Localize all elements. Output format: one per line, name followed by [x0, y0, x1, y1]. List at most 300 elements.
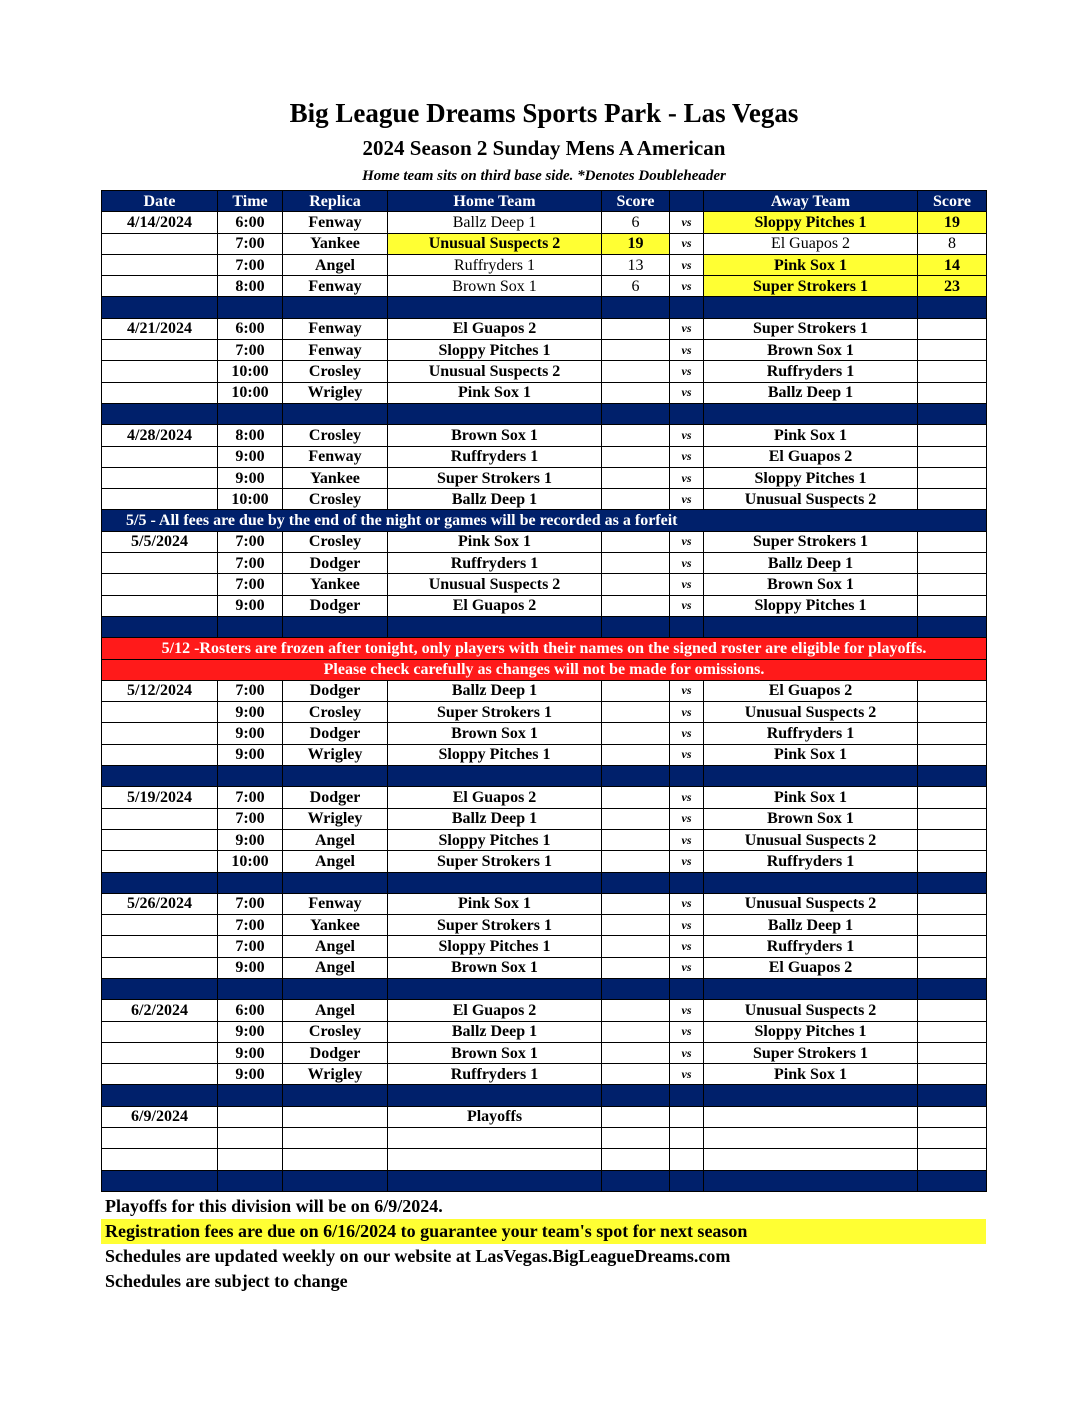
game-row	[102, 446, 987, 467]
game-row	[102, 1021, 987, 1042]
game-row	[102, 233, 987, 254]
away-team	[704, 1128, 918, 1149]
game-date	[102, 702, 218, 723]
field-replica	[283, 1128, 388, 1149]
versus-label: vs	[670, 808, 704, 829]
separator-cell	[388, 766, 602, 787]
game-date: 4/28/2024	[102, 425, 218, 446]
versus-label: vs	[670, 723, 704, 744]
game-time: 7:00	[218, 574, 283, 595]
away-team: Brown Sox 1	[704, 340, 918, 361]
field-replica: Dodger	[283, 553, 388, 574]
versus-label: vs	[670, 893, 704, 914]
game-time: 9:00	[218, 744, 283, 765]
game-row	[102, 212, 987, 233]
separator-cell	[670, 297, 704, 318]
field-replica: Yankee	[283, 915, 388, 936]
separator-cell	[388, 616, 602, 637]
separator-cell	[918, 297, 987, 318]
versus-label: vs	[670, 553, 704, 574]
week-separator-row	[102, 978, 987, 999]
separator-cell	[918, 403, 987, 424]
game-date	[102, 1128, 218, 1149]
week-separator-row	[102, 872, 987, 893]
game-time: 9:00	[218, 446, 283, 467]
game-row	[102, 723, 987, 744]
versus-label: vs	[670, 574, 704, 595]
home-team: Brown Sox 1	[388, 1042, 602, 1063]
home-team: Sloppy Pitches 1	[388, 340, 602, 361]
versus-label: vs	[670, 702, 704, 723]
home-team: Ballz Deep 1	[388, 489, 602, 510]
game-time: 7:00	[218, 531, 283, 552]
separator-cell	[218, 872, 283, 893]
game-time: 9:00	[218, 1021, 283, 1042]
game-date	[102, 915, 218, 936]
away-team: Unusual Suspects 2	[704, 489, 918, 510]
separator-cell	[918, 1170, 987, 1191]
home-team: Unusual Suspects 2	[388, 233, 602, 254]
game-time: 6:00	[218, 1000, 283, 1021]
game-time: 7:00	[218, 936, 283, 957]
game-time: 10:00	[218, 382, 283, 403]
home-score	[602, 595, 670, 616]
home-score	[602, 680, 670, 701]
field-replica: Fenway	[283, 318, 388, 339]
home-team: Brown Sox 1	[388, 723, 602, 744]
away-team: Ruffryders 1	[704, 851, 918, 872]
home-team: Ruffryders 1	[388, 254, 602, 275]
away-score	[918, 489, 987, 510]
game-row	[102, 957, 987, 978]
home-score	[602, 829, 670, 850]
field-replica: Wrigley	[283, 382, 388, 403]
away-team: Pink Sox 1	[704, 1064, 918, 1085]
game-row	[102, 425, 987, 446]
versus-label	[670, 1149, 704, 1170]
home-team: El Guapos 2	[388, 787, 602, 808]
game-date	[102, 1042, 218, 1063]
away-score	[918, 723, 987, 744]
separator-cell	[102, 1170, 218, 1191]
separator-cell	[102, 403, 218, 424]
versus-label	[670, 1128, 704, 1149]
game-date: 4/21/2024	[102, 318, 218, 339]
page-subtitle: 2024 Season 2 Sunday Mens A American	[362, 136, 726, 160]
game-date: 5/12/2024	[102, 680, 218, 701]
separator-cell	[602, 616, 670, 637]
away-score	[918, 382, 987, 403]
away-score	[918, 1064, 987, 1085]
versus-label: vs	[670, 829, 704, 850]
away-team: Unusual Suspects 2	[704, 1000, 918, 1021]
field-replica: Fenway	[283, 893, 388, 914]
away-team: El Guapos 2	[704, 957, 918, 978]
footer-line: Playoffs for this division will be on 6/9/2024.	[105, 1196, 443, 1216]
away-score	[918, 553, 987, 574]
game-time: 8:00	[218, 425, 283, 446]
separator-cell	[218, 616, 283, 637]
separator-cell	[388, 297, 602, 318]
separator-cell	[704, 766, 918, 787]
separator-cell	[670, 616, 704, 637]
field-replica: Angel	[283, 936, 388, 957]
away-team: Unusual Suspects 2	[704, 829, 918, 850]
game-date	[102, 595, 218, 616]
home-score	[602, 744, 670, 765]
separator-cell	[388, 1170, 602, 1191]
field-replica: Crosley	[283, 702, 388, 723]
separator-cell	[218, 1085, 283, 1106]
game-date	[102, 808, 218, 829]
home-team: Sloppy Pitches 1	[388, 936, 602, 957]
separator-cell	[218, 978, 283, 999]
game-row	[102, 531, 987, 552]
game-time: 7:00	[218, 787, 283, 808]
field-replica: Wrigley	[283, 1064, 388, 1085]
week-separator-row	[102, 403, 987, 424]
footer-line: Schedules are updated weekly on our website at LasVegas.BigLeagueDreams.com	[105, 1246, 731, 1266]
away-score	[918, 915, 987, 936]
home-team: Ballz Deep 1	[388, 1021, 602, 1042]
home-team: Unusual Suspects 2	[388, 574, 602, 595]
field-replica	[283, 1149, 388, 1170]
week-separator-row	[102, 616, 987, 637]
home-score	[602, 1000, 670, 1021]
field-replica: Crosley	[283, 361, 388, 382]
game-time: 9:00	[218, 829, 283, 850]
versus-label: vs	[670, 680, 704, 701]
away-team: Sloppy Pitches 1	[704, 212, 918, 233]
field-replica: Wrigley	[283, 744, 388, 765]
field-replica: Dodger	[283, 723, 388, 744]
away-score	[918, 361, 987, 382]
game-row	[102, 893, 987, 914]
away-team: Ballz Deep 1	[704, 382, 918, 403]
home-score	[602, 1128, 670, 1149]
game-date	[102, 233, 218, 254]
game-row	[102, 1149, 987, 1170]
game-time: 7:00	[218, 915, 283, 936]
game-time: 9:00	[218, 702, 283, 723]
game-row	[102, 467, 987, 488]
home-team: Sloppy Pitches 1	[388, 744, 602, 765]
versus-label: vs	[670, 744, 704, 765]
away-score: 8	[918, 233, 987, 254]
field-replica: Wrigley	[283, 808, 388, 829]
away-team: Ballz Deep 1	[704, 553, 918, 574]
home-score	[602, 318, 670, 339]
game-date	[102, 1149, 218, 1170]
separator-cell	[670, 766, 704, 787]
game-date	[102, 382, 218, 403]
separator-cell	[283, 297, 388, 318]
week-separator-row	[102, 297, 987, 318]
game-date	[102, 574, 218, 595]
separator-cell	[283, 978, 388, 999]
notice-row	[102, 510, 987, 531]
field-replica: Yankee	[283, 467, 388, 488]
away-team: Ruffryders 1	[704, 936, 918, 957]
away-score	[918, 851, 987, 872]
game-time: 9:00	[218, 723, 283, 744]
home-score	[602, 382, 670, 403]
away-team: Brown Sox 1	[704, 574, 918, 595]
header-vs	[670, 191, 704, 212]
separator-cell	[704, 616, 918, 637]
home-score	[602, 1149, 670, 1170]
versus-label: vs	[670, 787, 704, 808]
week-separator-row	[102, 1170, 987, 1191]
field-replica: Crosley	[283, 1021, 388, 1042]
game-date: 5/26/2024	[102, 893, 218, 914]
footer-line: Schedules are subject to change	[105, 1271, 348, 1291]
separator-cell	[670, 403, 704, 424]
game-date: 4/14/2024	[102, 212, 218, 233]
game-time: 7:00	[218, 340, 283, 361]
away-score	[918, 446, 987, 467]
separator-cell	[102, 872, 218, 893]
separator-cell	[283, 1170, 388, 1191]
away-team: Pink Sox 1	[704, 744, 918, 765]
week-separator-row	[102, 1085, 987, 1106]
home-team: Ballz Deep 1	[388, 808, 602, 829]
away-score	[918, 829, 987, 850]
home-score	[602, 531, 670, 552]
away-score: 19	[918, 212, 987, 233]
separator-cell	[602, 978, 670, 999]
home-score	[602, 1021, 670, 1042]
field-replica: Crosley	[283, 531, 388, 552]
game-time	[218, 1106, 283, 1127]
home-score	[602, 574, 670, 595]
home-score: 19	[602, 233, 670, 254]
field-replica: Angel	[283, 829, 388, 850]
game-row	[102, 1064, 987, 1085]
warning-text: 5/12 -Rosters are frozen after tonight, only players with their names on the signed roster are eligible for playoffs.	[102, 638, 987, 659]
versus-label: vs	[670, 957, 704, 978]
away-team: El Guapos 2	[704, 233, 918, 254]
game-time: 10:00	[218, 489, 283, 510]
away-score	[918, 957, 987, 978]
game-row	[102, 595, 987, 616]
versus-label: vs	[670, 595, 704, 616]
schedule-note: Home team sits on third base side. *Denotes Doubleheader	[362, 168, 726, 184]
separator-cell	[218, 297, 283, 318]
game-date: 6/2/2024	[102, 1000, 218, 1021]
separator-cell	[918, 978, 987, 999]
away-score	[918, 1042, 987, 1063]
home-score	[602, 723, 670, 744]
away-team: El Guapos 2	[704, 680, 918, 701]
away-team: Super Strokers 1	[704, 1042, 918, 1063]
home-score	[602, 467, 670, 488]
warning-text: Please check carefully as changes will not be made for omissions.	[102, 659, 987, 680]
home-team: Pink Sox 1	[388, 893, 602, 914]
home-team	[388, 1128, 602, 1149]
separator-cell	[102, 766, 218, 787]
home-score: 13	[602, 254, 670, 275]
home-score	[602, 851, 670, 872]
versus-label: vs	[670, 936, 704, 957]
game-time: 7:00	[218, 680, 283, 701]
schedule-table	[101, 190, 987, 1192]
away-score	[918, 1000, 987, 1021]
field-replica: Crosley	[283, 489, 388, 510]
separator-cell	[388, 403, 602, 424]
versus-label: vs	[670, 233, 704, 254]
home-team: Pink Sox 1	[388, 531, 602, 552]
separator-cell	[918, 1085, 987, 1106]
separator-cell	[283, 1085, 388, 1106]
away-team: Pink Sox 1	[704, 425, 918, 446]
separator-cell	[388, 1085, 602, 1106]
game-date	[102, 936, 218, 957]
game-date: 5/5/2024	[102, 531, 218, 552]
versus-label: vs	[670, 915, 704, 936]
game-date	[102, 957, 218, 978]
game-row	[102, 318, 987, 339]
separator-cell	[283, 403, 388, 424]
home-team: Ballz Deep 1	[388, 212, 602, 233]
home-team: Brown Sox 1	[388, 957, 602, 978]
away-team: El Guapos 2	[704, 446, 918, 467]
home-score	[602, 425, 670, 446]
away-score	[918, 1149, 987, 1170]
away-team: Pink Sox 1	[704, 254, 918, 275]
versus-label: vs	[670, 340, 704, 361]
home-score	[602, 936, 670, 957]
game-date	[102, 340, 218, 361]
warning-row	[102, 659, 987, 680]
versus-label: vs	[670, 531, 704, 552]
home-team: El Guapos 2	[388, 595, 602, 616]
versus-label: vs	[670, 446, 704, 467]
versus-label: vs	[670, 254, 704, 275]
game-row	[102, 553, 987, 574]
field-replica: Dodger	[283, 680, 388, 701]
home-team: Sloppy Pitches 1	[388, 829, 602, 850]
versus-label: vs	[670, 382, 704, 403]
away-score	[918, 595, 987, 616]
game-row	[102, 808, 987, 829]
separator-cell	[283, 616, 388, 637]
separator-cell	[704, 1085, 918, 1106]
header-home-team: Home Team	[388, 191, 602, 212]
game-row	[102, 851, 987, 872]
game-time: 10:00	[218, 361, 283, 382]
field-replica: Angel	[283, 957, 388, 978]
home-team: Ruffryders 1	[388, 446, 602, 467]
field-replica: Dodger	[283, 595, 388, 616]
away-team: Sloppy Pitches 1	[704, 1021, 918, 1042]
home-team: Unusual Suspects 2	[388, 361, 602, 382]
separator-cell	[102, 297, 218, 318]
away-team: Ballz Deep 1	[704, 915, 918, 936]
game-date: 5/19/2024	[102, 787, 218, 808]
game-date	[102, 744, 218, 765]
home-score	[602, 957, 670, 978]
separator-cell	[670, 978, 704, 999]
versus-label: vs	[670, 1042, 704, 1063]
away-score	[918, 425, 987, 446]
game-row	[102, 680, 987, 701]
versus-label: vs	[670, 1021, 704, 1042]
separator-cell	[602, 1170, 670, 1191]
header-date: Date	[102, 191, 218, 212]
game-date	[102, 467, 218, 488]
home-team: Super Strokers 1	[388, 702, 602, 723]
versus-label: vs	[670, 212, 704, 233]
schedule-body	[102, 212, 987, 1192]
home-team: Pink Sox 1	[388, 382, 602, 403]
separator-cell	[218, 766, 283, 787]
away-team: Super Strokers 1	[704, 318, 918, 339]
game-date	[102, 446, 218, 467]
home-score	[602, 1106, 670, 1127]
game-date	[102, 723, 218, 744]
field-replica: Fenway	[283, 276, 388, 297]
separator-cell	[918, 616, 987, 637]
separator-cell	[602, 872, 670, 893]
game-row	[102, 1000, 987, 1021]
game-time: 7:00	[218, 808, 283, 829]
game-row	[102, 702, 987, 723]
separator-cell	[283, 872, 388, 893]
game-time: 9:00	[218, 1064, 283, 1085]
footer-line: Registration fees are due on 6/16/2024 to guarantee your team's spot for next season	[101, 1219, 986, 1244]
game-time: 7:00	[218, 233, 283, 254]
away-team: Super Strokers 1	[704, 531, 918, 552]
separator-cell	[918, 766, 987, 787]
header-away-score: Score	[918, 191, 987, 212]
away-team: Unusual Suspects 2	[704, 893, 918, 914]
away-score	[918, 340, 987, 361]
away-team	[704, 1106, 918, 1127]
field-replica: Angel	[283, 851, 388, 872]
away-score	[918, 744, 987, 765]
separator-cell	[704, 297, 918, 318]
separator-cell	[704, 872, 918, 893]
home-team: Super Strokers 1	[388, 467, 602, 488]
versus-label: vs	[670, 1064, 704, 1085]
versus-label: vs	[670, 1000, 704, 1021]
week-separator-row	[102, 766, 987, 787]
away-score	[918, 1106, 987, 1127]
field-replica: Fenway	[283, 340, 388, 361]
game-row	[102, 489, 987, 510]
separator-cell	[918, 872, 987, 893]
away-score	[918, 467, 987, 488]
game-date	[102, 1064, 218, 1085]
home-score	[602, 553, 670, 574]
versus-label: vs	[670, 276, 704, 297]
home-score: 6	[602, 276, 670, 297]
home-score	[602, 893, 670, 914]
game-row	[102, 340, 987, 361]
away-score	[918, 574, 987, 595]
separator-cell	[602, 297, 670, 318]
game-row	[102, 744, 987, 765]
warning-row	[102, 638, 987, 659]
field-replica: Fenway	[283, 446, 388, 467]
header-home-score: Score	[602, 191, 670, 212]
header-away-team: Away Team	[704, 191, 918, 212]
home-score	[602, 808, 670, 829]
game-date	[102, 1021, 218, 1042]
separator-cell	[602, 1085, 670, 1106]
home-score	[602, 340, 670, 361]
